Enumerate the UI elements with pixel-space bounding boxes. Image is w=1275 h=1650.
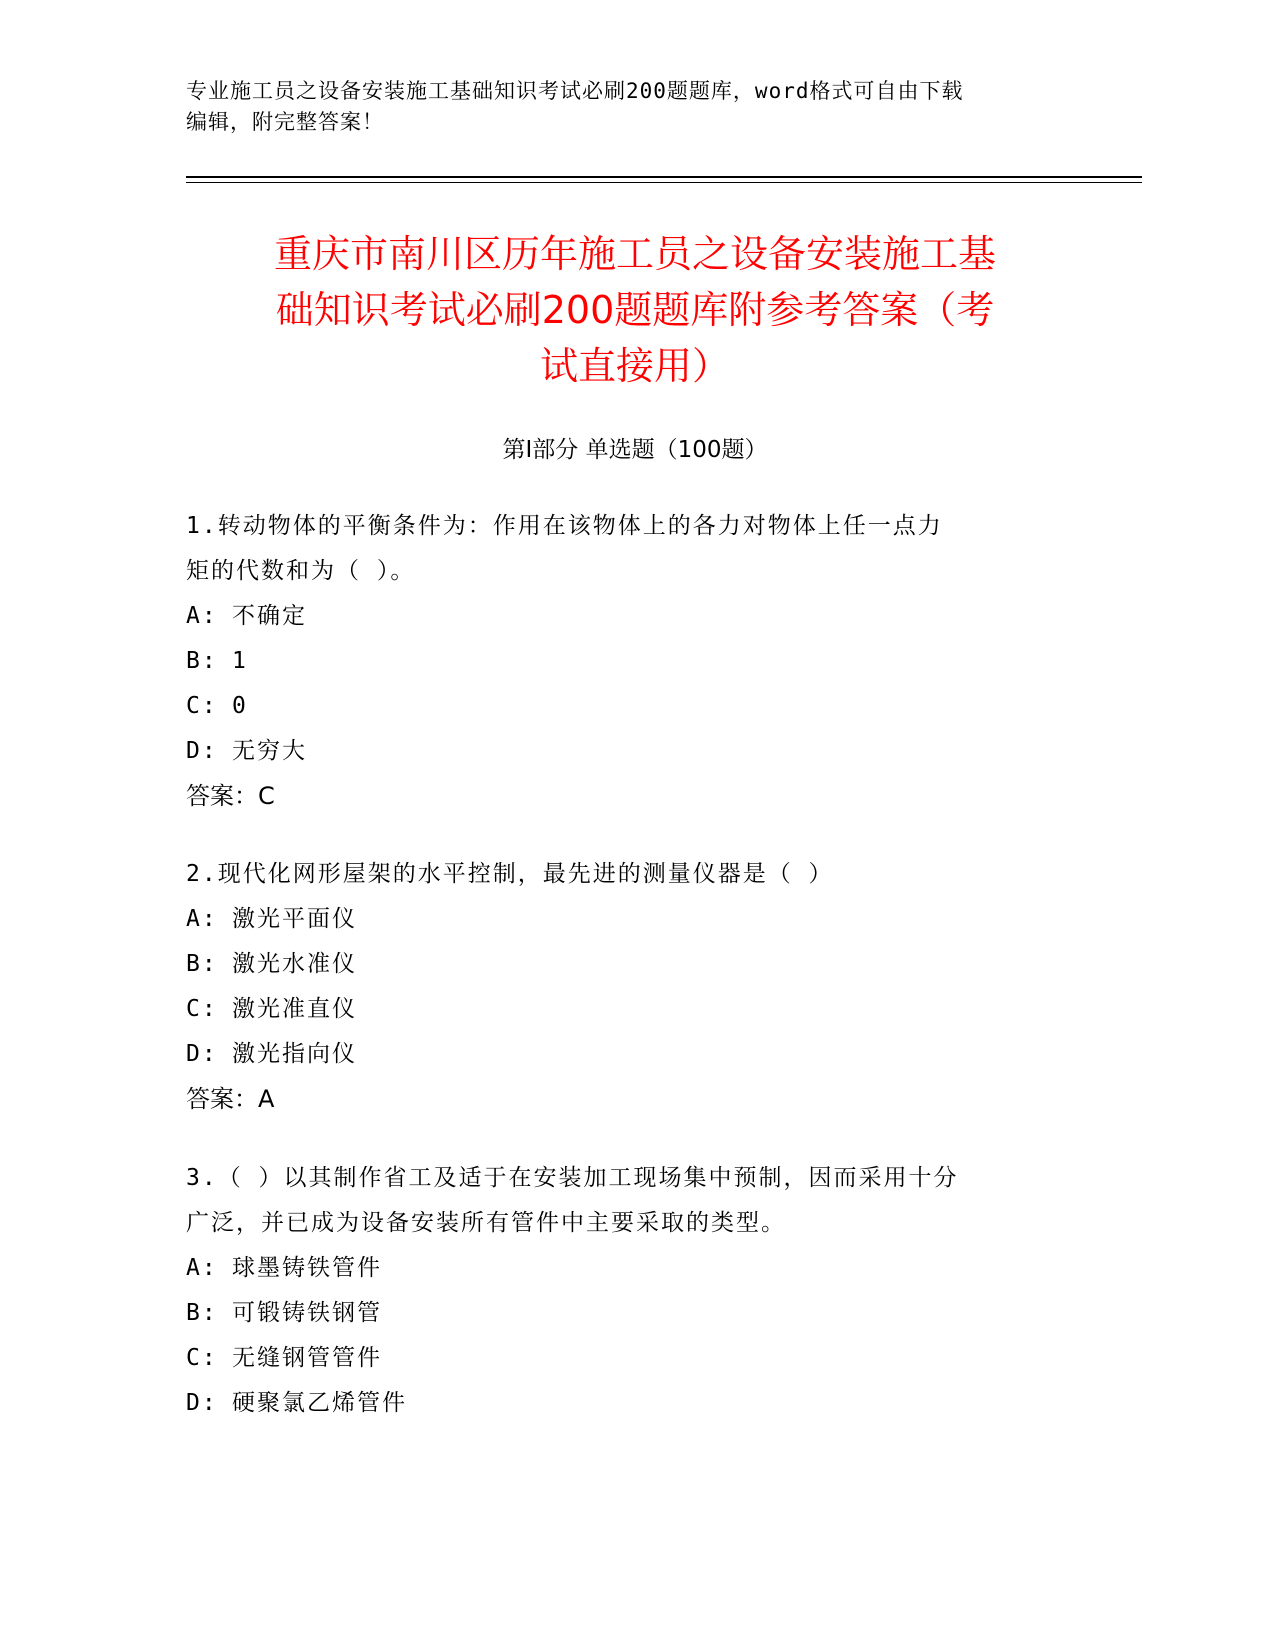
question-1-option-a[interactable] <box>186 594 1086 639</box>
question-1-option-c[interactable] <box>186 684 1086 729</box>
question-2-text-line-1: 2.现代化网形屋架的水平控制，最先进的测量仪器是（ ） <box>186 861 834 887</box>
question-2 <box>186 852 1086 1122</box>
question-3 <box>186 1156 1086 1426</box>
option-text: 硬聚氯乙烯管件 <box>232 1390 407 1416</box>
question-2-answer: 答案：A <box>186 1085 275 1113</box>
question-3-text-line-1: 3.（ ）以其制作省工及适于在安装加工现场集中预制，因而采用十分 <box>186 1165 959 1191</box>
option-key: D: <box>186 738 218 764</box>
question-3-option-c[interactable] <box>186 1336 1086 1381</box>
document-title-line-2: 础知识考试必刷200题题库附参考答案（考 <box>275 288 995 332</box>
option-text: 0 <box>232 693 248 719</box>
option-key: C: <box>186 693 218 719</box>
option-text: 可锻铸铁钢管 <box>232 1300 382 1326</box>
option-text: 不确定 <box>232 603 307 629</box>
option-text: 球墨铸铁管件 <box>232 1255 382 1281</box>
question-2-option-a[interactable] <box>186 897 1086 942</box>
question-1-answer: 答案：C <box>186 782 275 810</box>
option-text: 激光指向仪 <box>232 1041 357 1067</box>
option-key: B: <box>186 951 218 977</box>
question-2-option-c[interactable] <box>186 987 1086 1032</box>
option-key: C: <box>186 1345 218 1371</box>
option-key: B: <box>186 1300 218 1326</box>
document-title-line-3: 试直接用） <box>539 344 730 388</box>
document-title <box>186 226 1084 394</box>
question-3-option-b[interactable] <box>186 1291 1086 1336</box>
question-1-option-b[interactable] <box>186 639 1086 684</box>
question-3-option-a[interactable] <box>186 1246 1086 1291</box>
question-1 <box>186 504 1086 819</box>
question-1-option-d[interactable] <box>186 729 1086 774</box>
option-key: A: <box>186 1255 218 1281</box>
option-text: 激光水准仪 <box>232 951 357 977</box>
question-1-text-line-2: 矩的代数和为（ ）。 <box>186 558 416 584</box>
option-key: A: <box>186 906 218 932</box>
header-note-line-1: 专业施工员之设备安装施工基础知识考试必刷200题题库，word格式可自由下载 <box>186 79 964 103</box>
option-text: 激光准直仪 <box>232 996 357 1022</box>
option-text: 无穷大 <box>232 738 307 764</box>
option-text: 无缝钢管管件 <box>232 1345 382 1371</box>
header-divider-thick <box>186 176 1142 178</box>
question-2-option-b[interactable] <box>186 942 1086 987</box>
header-divider-thin <box>186 182 1142 183</box>
document-title-line-1: 重庆市南川区历年施工员之设备安装施工基 <box>273 232 996 276</box>
option-key: C: <box>186 996 218 1022</box>
option-text: 激光平面仪 <box>232 906 357 932</box>
section-title: 第Ⅰ部分 单选题（100题） <box>502 437 768 463</box>
option-key: A: <box>186 603 218 629</box>
header-note <box>186 76 1086 138</box>
header-note-line-2: 编辑，附完整答案！ <box>186 110 384 134</box>
option-key: B: <box>186 648 218 674</box>
question-3-text-line-2: 广泛，并已成为设备安装所有管件中主要采取的类型。 <box>186 1210 786 1236</box>
question-1-text-line-1: 1.转动物体的平衡条件为：作用在该物体上的各力对物体上任一点力 <box>186 513 943 539</box>
option-key: D: <box>186 1390 218 1416</box>
question-3-option-d[interactable] <box>186 1381 1086 1426</box>
question-2-option-d[interactable] <box>186 1032 1086 1077</box>
option-key: D: <box>186 1041 218 1067</box>
option-text: 1 <box>232 648 248 674</box>
